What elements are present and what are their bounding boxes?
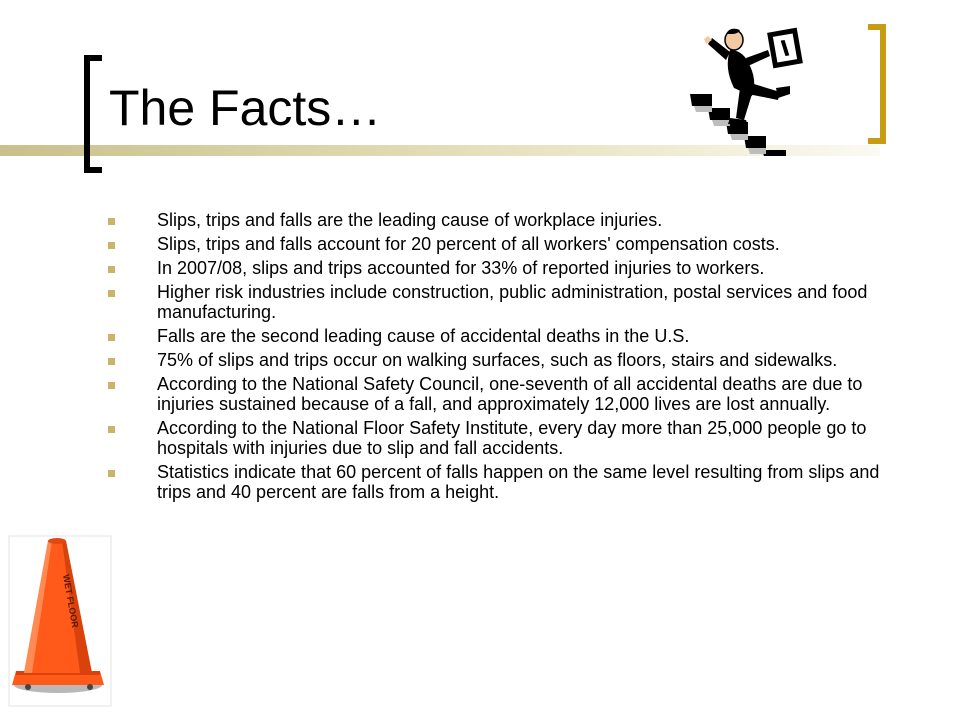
right-bracket-decoration: [868, 24, 886, 144]
bullet-square-icon: [108, 218, 115, 225]
bullet-square-icon: [108, 334, 115, 341]
list-item: [108, 418, 908, 458]
bullet-text: Slips, trips and falls are the leading cause of workplace injuries.: [157, 210, 663, 230]
list-item: [108, 350, 908, 370]
bullet-square-icon: [108, 382, 115, 389]
list-item: [108, 374, 908, 414]
list-item: [108, 258, 908, 278]
bullet-square-icon: [108, 266, 115, 273]
bullet-text: According to the National Floor Safety Institute, every day more than 25,000 people go to hospitals with injuries due to slip and fall accidents.: [157, 418, 867, 458]
bullet-text: Falls are the second leading cause of accidental deaths in the U.S.: [157, 326, 690, 346]
bullet-square-icon: [108, 426, 115, 433]
svg-text:WET FLOOR: WET FLOOR: [61, 573, 81, 629]
falling-man-clipart: [686, 22, 818, 156]
bullet-text: In 2007/08, slips and trips accounted for 33% of reported injuries to workers.: [157, 258, 765, 278]
facts-list: [108, 210, 908, 506]
list-item: [108, 326, 908, 346]
page-title: The Facts…: [109, 80, 382, 136]
bullet-square-icon: [108, 242, 115, 249]
list-item: [108, 210, 908, 230]
bullet-square-icon: [108, 470, 115, 477]
bullet-square-icon: [108, 358, 115, 365]
bullet-text: According to the National Safety Council, one-seventh of all accidental deaths are due to injuries sustained because of a fall, and approximately 12,000 lives are lost annually.: [157, 374, 863, 414]
bullet-text: Statistics indicate that 60 percent of falls happen on the same level resulting from slips and trips and 40 percent are falls from a height.: [157, 462, 880, 502]
binder-icon: [767, 28, 803, 69]
wet-floor-cone-clipart: [8, 535, 112, 707]
bullet-text: Higher risk industries include construction, public administration, postal services and food manufacturing.: [157, 282, 868, 322]
left-bracket-decoration: [84, 55, 102, 173]
bullet-text: 75% of slips and trips occur on walking surfaces, such as floors, stairs and sidewalks.: [157, 350, 838, 370]
list-item: [108, 234, 908, 254]
bullet-square-icon: [108, 290, 115, 297]
list-item: [108, 462, 908, 502]
list-item: [108, 282, 908, 322]
bullet-text: Slips, trips and falls account for 20 percent of all workers' compensation costs.: [157, 234, 780, 254]
